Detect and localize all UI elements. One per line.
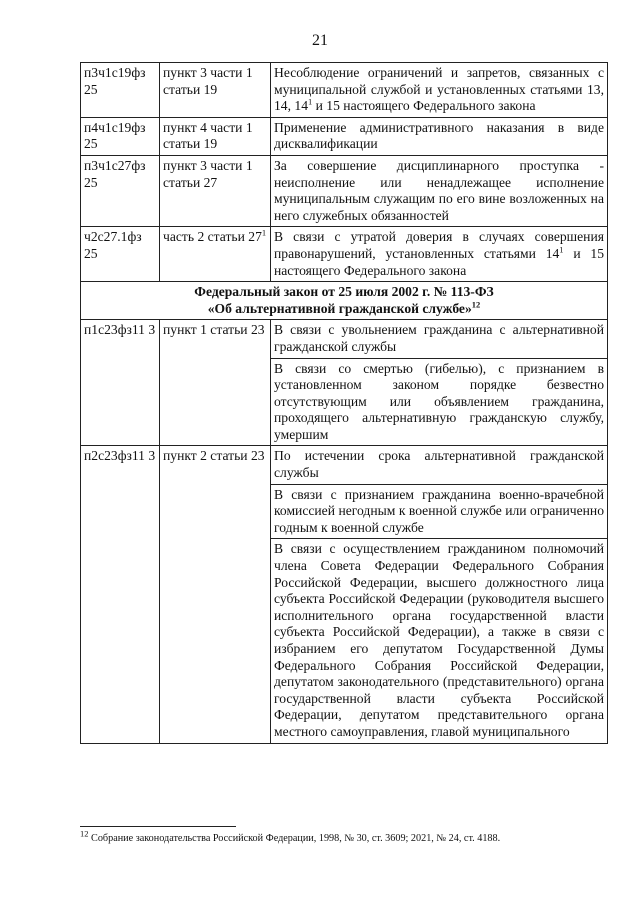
section-title-line1: Федеральный закон от 25 июля 2002 г. № 113-ФЗ [194, 284, 494, 300]
section-header-row [81, 282, 608, 320]
table-row [81, 117, 608, 155]
dismissal-grounds-table [80, 62, 608, 744]
description-cell: В связи с признанием гражданина военно-врачебной комиссией негодным к военной службе или ограниченно годным к военной службе [271, 484, 608, 539]
table-row [81, 155, 608, 226]
description-cell: В связи со смертью (гибелью), с признанием в установленном законом порядке безвестно отсутствующим или объявлением гражданина, проходящего альтернативную гражданскую службу, умершим [271, 358, 608, 446]
description-cell: В связи с осуществлением гражданином полномочий члена Совета Федерации Федерального Собрания Российской Федерации, высшего должностного лица субъекта Российской Федерации (руководителя высшего исполнительного органа государственной власти субъекта Российской Федерации), а также в связи с избранием его депутатом Государственной Думы Федерального Собрания Российской Федерации, депутатом законодательного (представительного) органа государственной власти субъекта Российской Федерации, депутатом представительного органа местного самоуправления, главой муниципального [271, 539, 608, 743]
code-cell: п1с23фз11 3 [81, 320, 160, 446]
code-cell: п2с23фз11 3 [81, 446, 160, 743]
reference-cell: пункт 1 статьи 23 [160, 320, 271, 446]
description-cell: Несоблюдение ограничений и запретов, связанных с муниципальной службой и установленных статьями 13, 14, $14^1$ и 15 настоящего Федерального закона [271, 63, 608, 118]
code-cell: ч2с27.1фз 25 [81, 227, 160, 282]
section-header [81, 282, 608, 320]
table-row [81, 446, 608, 484]
reference-cell: пункт 3 части 1 статьи 19 [160, 63, 271, 118]
description-cell: В связи с утратой доверия в случаях совершения правонарушений, установленных статьями $14^1$ и 15 настоящего Федерального закона [271, 227, 608, 282]
reference-cell: пункт 3 части 1 статьи 27 [160, 155, 271, 226]
reference-cell: пункт 4 части 1 статьи 19 [160, 117, 271, 155]
description-cell: В связи с увольнением гражданина с альтернативной гражданской службы [271, 320, 608, 358]
description-cell: Применение административного наказания в виде дисквалификации [271, 117, 608, 155]
table-row [81, 320, 608, 358]
code-cell: п3ч1с19фз 25 [81, 63, 160, 118]
page-number: 21 [312, 32, 328, 49]
table-row [81, 63, 608, 118]
footnote-divider [80, 826, 236, 827]
footnote: $^{12}$ Собрание законодательства Российской Федерации, 1998, № 30, ст. 3609; 2021, № 24, ст. 4188. [80, 828, 501, 844]
code-cell: п3ч1с27фз 25 [81, 155, 160, 226]
reference-cell: пункт 2 статьи 23 [160, 446, 271, 743]
code-cell: п4ч1с19фз 25 [81, 117, 160, 155]
section-title-line2: «Об альтернативной гражданской службе»$^{12}$ [207, 299, 481, 316]
description-cell: По истечении срока альтернативной гражданской службы [271, 446, 608, 484]
table-row [81, 227, 608, 282]
description-cell: За совершение дисциплинарного проступка - неисполнение или ненадлежащее исполнение муниципальным служащим по его вине возложенных на него служебных обязанностей [271, 155, 608, 226]
reference-cell: часть 2 статьи $27^1$ [160, 227, 271, 282]
